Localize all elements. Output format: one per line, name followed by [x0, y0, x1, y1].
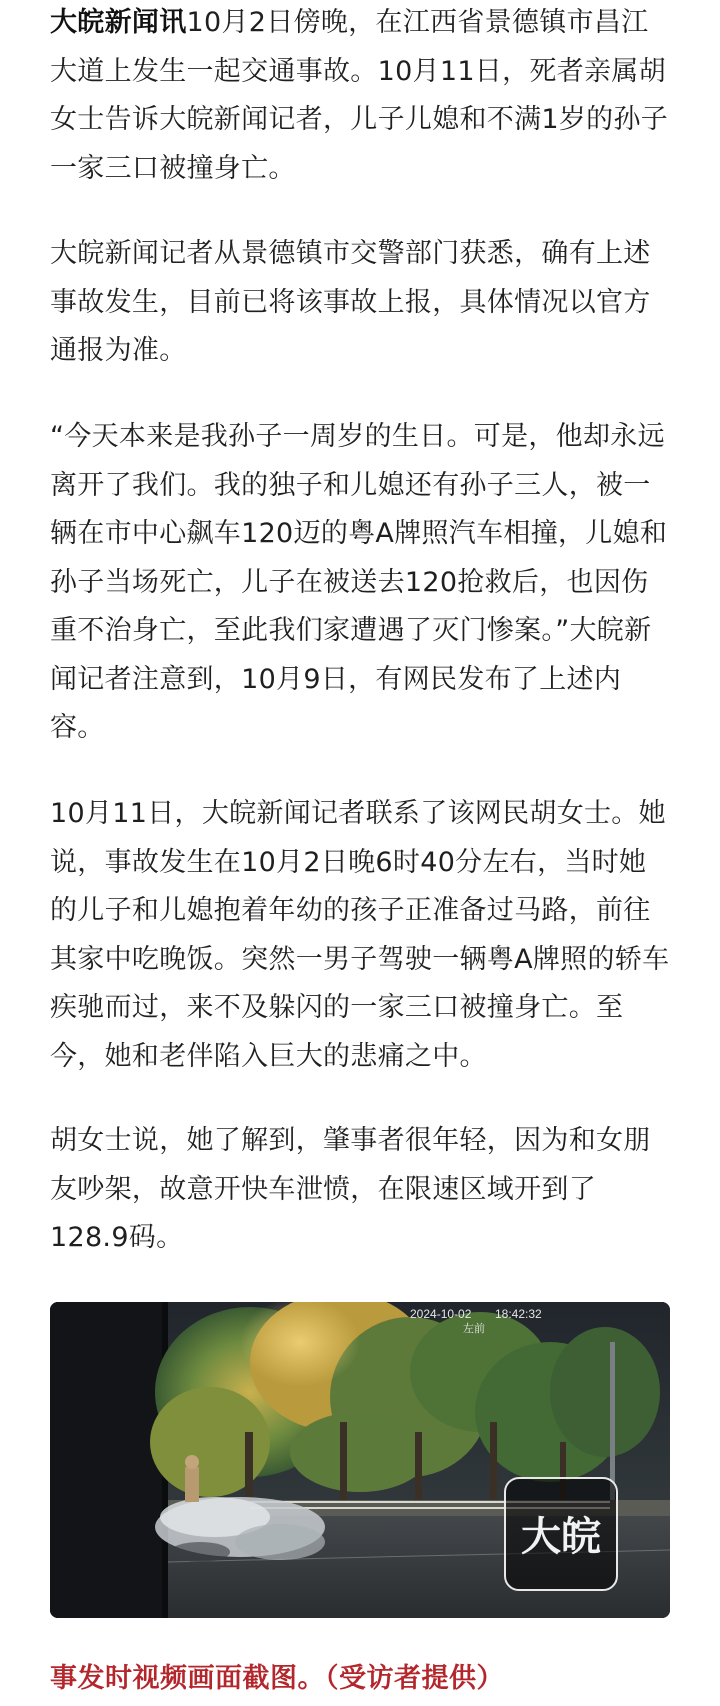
photo-caption: 事发时视频画面截图。（受访者提供）: [50, 1663, 504, 1694]
blurred-car: [155, 1497, 325, 1562]
paragraph-3: “今天本来是我孙子一周岁的生日。可是，他却永远离开了我们。我的独子和儿媳还有孙子三人，被一辆在市中心飙车120迈的粤A牌照汽车相撞，儿媳和孙子当场死亡，儿子在被送去120抢救后，也因伤重不治身亡，至此我们家遭遇了灭门惨案。”大皖新闻记者注意到，10月9日，有网民发布了上述内容。: [50, 421, 668, 743]
watermark-text: 大皖: [521, 1513, 601, 1560]
night-street-scene: [50, 1302, 670, 1618]
accident-video-screenshot[interactable]: [50, 1302, 670, 1618]
pedestrian-figure: [185, 1455, 199, 1502]
paragraph-1-text: 10月2日傍晚，在江西省景德镇市昌江大道上发生一起交通事故。10月11日，死者亲属胡女士告诉大皖新闻记者，儿子儿媳和不满1岁的孙子一家三口被撞身亡。: [50, 7, 669, 184]
paragraph-4: 10月11日，大皖新闻记者联系了该网民胡女士。她说，事故发生在10月2日晚6时40分左右，当时她的儿子和儿媳抱着年幼的孩子正准备过马路，前往其家中吃晚饭。突然一男子驾驶一辆粤A牌照的轿车疾驰而过，来不及躲闪的一家三口被撞身亡。至今，她和老伴陷入巨大的悲痛之中。: [50, 798, 670, 1072]
video-timestamp-time: 18:42:32: [495, 1307, 542, 1321]
paragraph-2: 大皖新闻记者从景德镇市交警部门获悉，确有上述事故发生，目前已将该事故上报，具体情况以官方通报为准。: [50, 238, 651, 366]
paragraph-1: [50, 0, 670, 193]
dawan-watermark: [505, 1478, 617, 1590]
news-agency-lead: 大皖新闻讯: [50, 7, 187, 38]
video-timestamp-date: 2024-10-02: [410, 1307, 472, 1321]
paragraph-5: 胡女士说，她了解到，肇事者很年轻，因为和女朋友吵架，故意开快车泄愤，在限速区域开到了128.9码。: [50, 1125, 651, 1253]
video-camera-label: 左前: [463, 1322, 485, 1335]
